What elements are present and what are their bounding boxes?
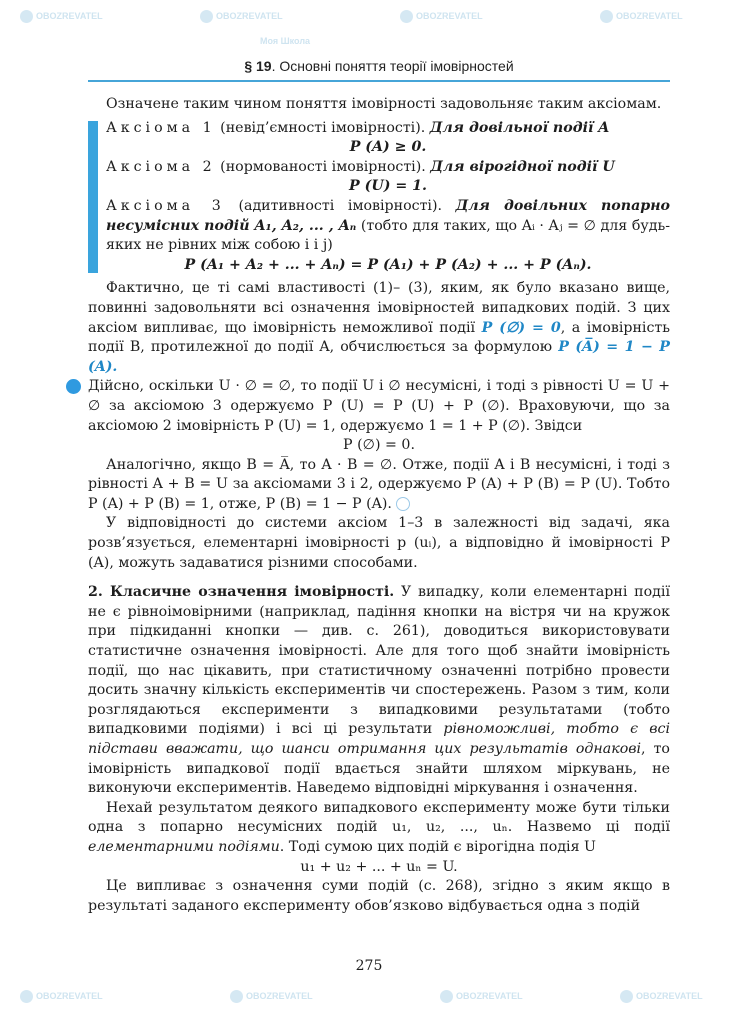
proof-formula: P (∅) = 0.: [343, 437, 415, 454]
axiom-3: Аксіома 3 (адитивності імовірності). Для довільних попарно несумісних подій A₁, A₂, ... , Aₙ (тобто для таких, що Aᵢ · Aⱼ = ∅ для будь-яких не рівних між собою i і j): [106, 197, 671, 254]
watermark-7: OBOZREVATEL: [230, 990, 313, 1003]
axioms-block: [88, 119, 670, 276]
watermark-logo-icon: [230, 990, 243, 1003]
watermark-logo-icon: [620, 990, 633, 1003]
watermark-4: OBOZREVATEL: [600, 10, 683, 23]
running-header: [88, 58, 670, 74]
watermark-1: OBOZREVATEL: [20, 10, 103, 23]
sum-formula: u₁ + u₂ + ... + uₙ = U.: [300, 858, 458, 875]
page-body: [88, 95, 670, 916]
watermark-logo-icon: [440, 990, 453, 1003]
paragraph-consequences: Фактично, це ті самі властивості (1)– (3), яким, як було вказано вище, повинні задовольняти всі означення імовірностей випадкових подій. З цих аксіом випливає, що імовірність неможливої події P (∅) = 0, а імовірність події B, протилежної до події A, обчислюється за формулою P (A̅) = 1 − P (A).: [88, 280, 670, 375]
formula-empty-event: P (∅) = 0: [481, 319, 561, 336]
axiom-2: Аксіома 2 (нормованості імовірності). Для вірогідної події U: [106, 158, 615, 175]
proof-block: [88, 377, 670, 514]
intro-paragraph: Означене таким чином поняття імовірності задовольняє таким аксіомам.: [106, 96, 662, 112]
watermark-logo-icon: [400, 10, 413, 23]
proof-end-icon: [396, 497, 410, 511]
paragraph-axiom-system: У відповідності до системи аксіом 1–3 в залежності від задачі, яка розв’язується, елементарні імовірності p (uᵢ), а відповідно й імовірності P (A), можуть задаватися різними способами.: [88, 515, 670, 571]
watermark-5: Моя Школа: [260, 36, 311, 46]
watermark-logo-icon: [20, 10, 33, 23]
paragraph-final: Це випливає з означення суми подій (с. 268), згідно з яким якщо в результаті заданого експерименту обов’язково відбувається одна з подій: [88, 878, 670, 914]
watermark-logo-icon: [600, 10, 613, 23]
proof-start-icon: [66, 379, 81, 394]
axiom-2-formula: P (U) = 1.: [349, 178, 427, 195]
watermark-8: OBOZREVATEL: [440, 990, 523, 1003]
proof-paragraph-1: Дійсно, оскільки U · ∅ = ∅, то події U і ∅ несумісні, і тоді з рівності U = U + ∅ за аксіомою 3 одержуємо P (U) = P (U) + P (∅). Враховуючи, що за аксіомою 2 імовірність P (U) = 1, одержуємо 1 = 1 + P (∅). Звідси: [88, 378, 670, 434]
axiom-1-formula: P (A) ≥ 0.: [349, 139, 427, 156]
watermark-3: OBOZREVATEL: [400, 10, 483, 23]
header-rule: [88, 80, 670, 82]
axiom-3-formula: P (A₁ + A₂ + ... + Aₙ) = P (A₁) + P (A₂) + ... + P (Aₙ).: [184, 256, 592, 273]
section-number: § 19: [244, 58, 272, 74]
paragraph-elementary-events: Нехай результатом деякого випадкового експерименту може бути тільки одна з попарно несумісних подій u₁, u₂, ..., uₙ. Назвемо ці події елементарними подіями. Тоді сумою цих подій є вірогідна подія U: [88, 799, 670, 855]
section-2-paragraph: 2. Класичне означення імовірності. У випадку, коли елементарні події не є рівноімовірними (наприклад, падіння кнопки на вістря чи на кружок при підкиданні кнопки — див. с. 261), доводиться використовувати статистичне означення імовірності. Але для того щоб знайти імовірність події, що нас цікавить, при статистичному означенні потрібно провести досить значну кількість експериментів чи спостережень. Разом з тим, коли розглядаються експерименти з випадковими результатами (тобто випадковими подіями) і всі ці результати рівноможливі, тобто є всі підстави вважати, що шанси отримання цих результатів однакові, то імовірність випадкової події вдається знайти шляхом міркувань, не виконуючи експериментів. Наведемо відповідні міркування і означення.: [88, 584, 670, 797]
watermark-logo-icon: [20, 990, 33, 1003]
proof-paragraph-2: Аналогічно, якщо B = A̅, то A · B = ∅. Отже, події A і B несумісні, і тоді з рівності A + B = U за аксіомами 3 і 2, одержуємо P (A) + P (B) = P (U). Тобто P (A) + P (B) = 1, отже, P (B) = 1 − P (A).: [88, 456, 670, 512]
axiom-1: Аксіома 1 (невід’ємності імовірності). Для довільної події A: [106, 119, 610, 136]
watermark-6: OBOZREVATEL: [20, 990, 103, 1003]
section-2-heading: 2. Класичне означення імовірності.: [88, 584, 395, 601]
axioms-accent-bar: [88, 121, 98, 274]
watermark-logo-icon: [200, 10, 213, 23]
section-title: . Основні поняття теорії імовірностей: [271, 58, 514, 74]
formula-complement: P (A̅) = 1 − P (A).: [88, 339, 670, 375]
watermark-2: OBOZREVATEL: [200, 10, 283, 23]
page-number: 275: [355, 958, 383, 974]
watermark-9: OBOZREVATEL: [620, 990, 703, 1003]
